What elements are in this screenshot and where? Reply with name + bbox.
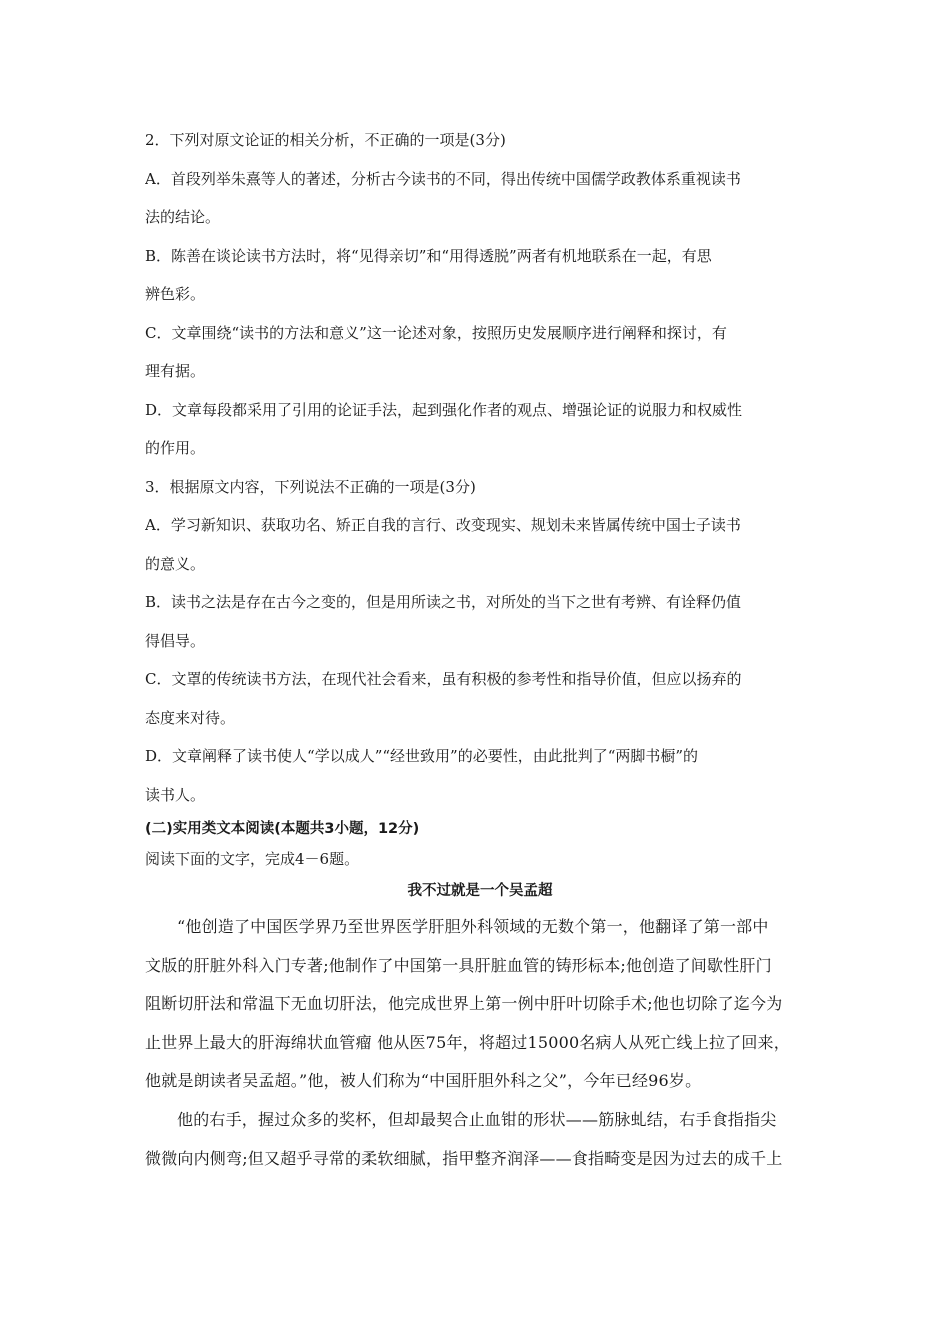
question-3-option-a: A．学习新知识、获取功名、矫正自我的言行、改变现实、规划未来皆属传统中国士子读书: [145, 516, 741, 534]
document-page: [145, 121, 815, 1178]
paragraph-line: “他创造了中国医学界乃至世界医学肝胆外科领域的无数个第一，他翻译了第一部中: [177, 917, 769, 936]
article-title: 我不过就是一个吴孟超: [407, 883, 553, 899]
section-heading: (二)实用类文本阅读(本题共3小题，12分): [145, 821, 420, 837]
paragraph-line: 文版的肝脏外科入门专著;他制作了中国第一具肝脏血管的铸形标本;他创造了间歇性肝门: [145, 955, 772, 975]
question-2-option-b: B．陈善在谈论读书方法时，将“见得亲切”和“用得透脱”两者有机地联系在一起，有思: [145, 246, 712, 265]
paragraph-line: 阻断切肝法和常温下无血切肝法，他完成世界上第一例中肝叶切除手术;他也切除了迄今为: [145, 994, 783, 1014]
question-2-option-c: C．文章围绕“读书的方法和意义”这一论述对象，按照历史发展顺序进行阐释和探讨，有: [145, 323, 727, 342]
question-3-option-c-cont: 态度来对待。: [145, 708, 236, 727]
question-2-option-a: A．首段列举朱熹等人的著述，分析古今读书的不同，得出传统中国儒学政教体系重视读书: [145, 169, 741, 188]
question-3-option-a-cont: 的意义。: [145, 554, 206, 573]
paragraph-line: 他的右手，握过众多的奖杯，但却最契合止血钳的形状——筋脉虬结，右手食指指尖: [177, 1109, 777, 1129]
paragraph-line: 止世界上最大的肝海绵状血管瘤 他从医75年，将超过15000名病人从死亡线上拉了回来，: [145, 1032, 790, 1052]
question-3-option-d: D．文章阐释了读书使人“学以成人”“经世致用”的必要性，由此批判了“两脚书橱”的: [145, 747, 699, 765]
question-3-stem: 3．根据原文内容，下列说法不正确的一项是(3分): [145, 477, 476, 496]
question-2-stem: 2．下列对原文论证的相关分析，不正确的一项是(3分): [145, 131, 506, 149]
question-2-option-b-cont: 辨色彩。: [145, 285, 206, 303]
article-paragraph-1: [145, 908, 815, 1101]
question-3-option-c: C．文罩的传统读书方法，在现代社会看来，虽有积极的参考性和指导价值，但应以扬弃的: [145, 670, 742, 688]
paragraph-line: 他就是朗读者吴孟超。”他，被人们称为“中国肝胆外科之父”，今年已经96岁。: [145, 1071, 702, 1091]
article-paragraph-2: [145, 1101, 815, 1178]
question-2-option-c-cont: 理有据。: [145, 362, 206, 380]
question-3-option-b-cont: 得倡导。: [145, 631, 206, 650]
question-2-option-a-cont: 法的结论。: [145, 208, 221, 226]
question-2-option-d-cont: 的作用。: [145, 439, 206, 457]
question-3-option-b: B．读书之法是存在古今之变的，但是用所读之书，对所处的当下之世有考辨、有诠释仍值: [145, 593, 742, 611]
question-3-option-d-cont: 读书人。: [145, 785, 206, 804]
paragraph-line: 微微向内侧弯;但又超乎寻常的柔软细腻，指甲整齐润泽——食指畸变是因为过去的成千上: [145, 1148, 783, 1168]
section-instruction: 阅读下面的文字，完成4－6题。: [145, 850, 360, 868]
question-2-option-d: D．文章每段都采用了引用的论证手法，起到强化作者的观点、增强论证的说服力和权威性: [145, 400, 743, 419]
